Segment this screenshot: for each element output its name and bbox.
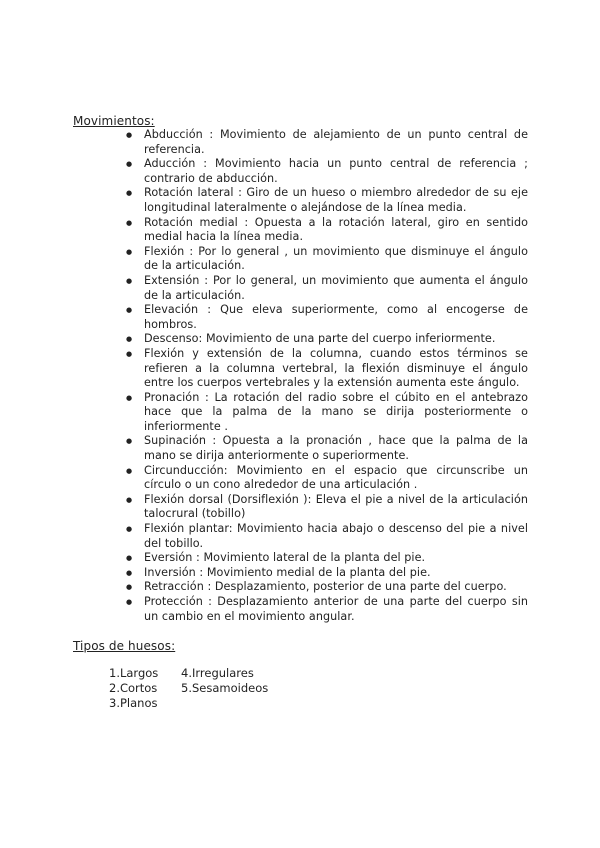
movimientos-heading: Movimientos: [73, 114, 155, 128]
tipos-huesos-column-2 [181, 666, 268, 696]
list-item: ● Inversión : Movimiento medial de la planta del pie. [126, 566, 528, 581]
list-item: ● Abducción : Movimiento de alejamiento de un punto central de referencia. [126, 128, 528, 157]
list-item: 4.Irregulares [181, 666, 254, 680]
list-item: ● Rotación lateral : Giro de un hueso o miembro alrededor de su eje longitudinal lateralmente o alejándose de la línea media. [126, 186, 528, 215]
list-item: 1.Largos [109, 666, 159, 680]
list-item: ● Rotación medial : Opuesta a la rotación lateral, giro en sentido medial hacia la línea media. [126, 216, 528, 245]
list-item: ● Descenso: Movimiento de una parte del cuerpo inferiormente. [126, 332, 528, 347]
list-item: ● Pronación : La rotación del radio sobre el cúbito en el antebrazo hace que la palma de la mano se dirija posteriormente o inferiormente . [126, 391, 528, 435]
list-item: 2.Cortos [109, 681, 158, 695]
list-item: ● Circunducción: Movimiento en el espacio que circunscribe un círculo o un cono alrededor de una articulación . [126, 464, 528, 493]
list-item: ● Flexión dorsal (Dorsiflexión ): Eleva el pie a nivel de la articulación talocrural (tobillo) [126, 493, 528, 522]
list-item: ● Protección : Desplazamiento anterior de una parte del cuerpo sin un cambio en el movimiento angular. [126, 595, 528, 624]
list-item: ● Supinación : Opuesta a la pronación , hace que la palma de la mano se dirija anteriormente o superiormente. [126, 434, 528, 463]
list-item: ● Flexión plantar: Movimiento hacia abajo o descenso del pie a nivel del tobillo. [126, 522, 528, 551]
list-item: 3.Planos [109, 696, 158, 710]
list-item: ● Elevación : Que eleva superiormente, como al encogerse de hombros. [126, 303, 528, 332]
tipos-huesos-heading: Tipos de huesos: [73, 639, 176, 653]
list-item: 5.Sesamoideos [181, 681, 269, 695]
list-item: ● Aducción : Movimiento hacia un punto central de referencia ; contrario de abducción. [126, 157, 528, 186]
list-item: ● Extensión : Por lo general, un movimiento que aumenta el ángulo de la articulación. [126, 274, 528, 303]
tipos-huesos-column-1 [109, 666, 158, 711]
movimientos-list [126, 128, 528, 624]
list-item: ● Flexión y extensión de la columna, cuando estos términos se refieren a la columna vertebral, la flexión disminuye el ángulo entre los cuerpos vertebrales y la extensión aumenta este ángulo. [126, 347, 528, 391]
list-item: ● Eversión : Movimiento lateral de la planta del pie. [126, 551, 528, 566]
list-item: ● Retracción : Desplazamiento, posterior de una parte del cuerpo. [126, 580, 528, 595]
list-item: ● Flexión : Por lo general , un movimiento que disminuye el ángulo de la articulación. [126, 245, 528, 274]
